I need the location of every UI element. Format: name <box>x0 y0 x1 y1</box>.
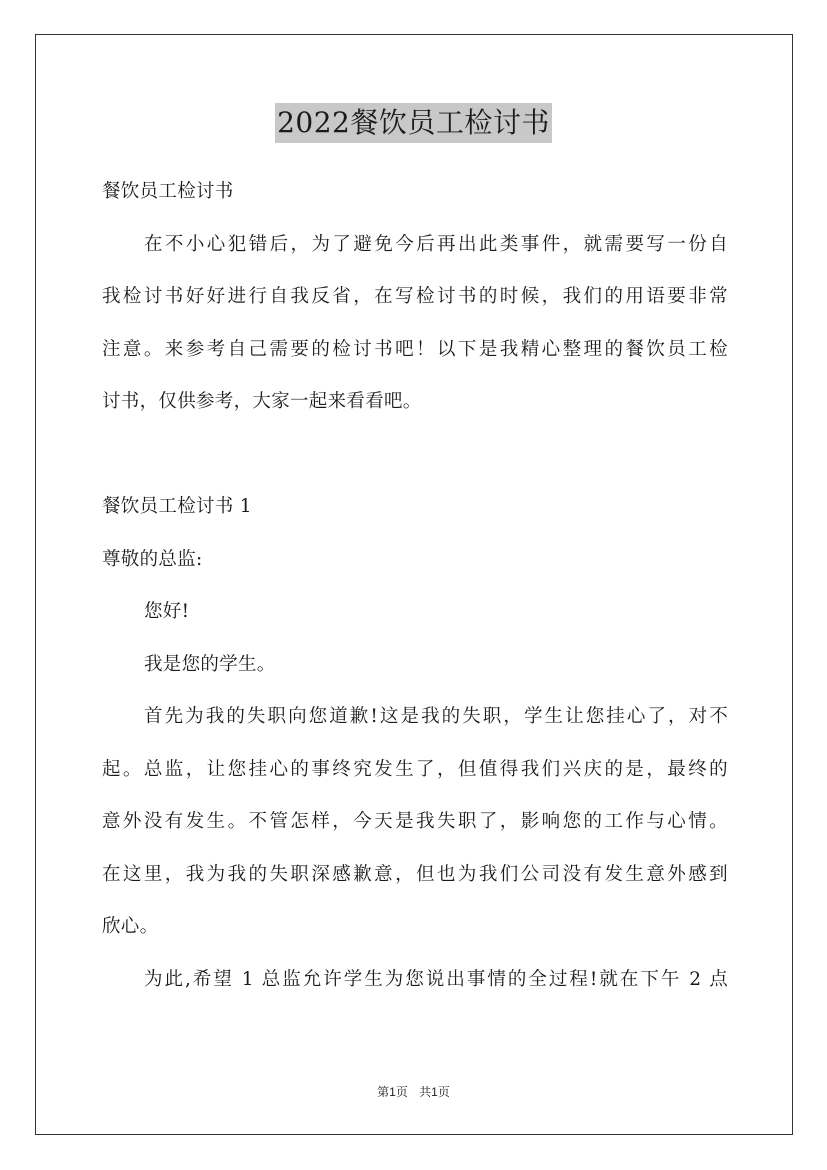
body-last-line: 为此,希望 1 总监允许学生为您说出事情的全过程!就在下午 2 点 <box>144 968 728 990</box>
body-line-2: 起。总监，让您挂心的事终究发生了，但值得我们兴庆的是，最终的 <box>102 758 728 780</box>
body-line-1: 首先为我的失职向您道歉!这是我的失职，学生让您挂心了，对不 <box>144 706 728 727</box>
page-number-current: 第1页 <box>377 1085 408 1099</box>
salutation: 尊敬的总监: <box>102 548 203 570</box>
paragraph-spacer <box>102 435 728 488</box>
self-intro: 我是您的学生。 <box>144 653 276 675</box>
body-line-4: 在这里，我为我的失职深感歉意，但也为我们公司没有发生意外感到 <box>102 863 728 885</box>
intro-line-3: 注意。来参考自己需要的检讨书吧！以下是我精心整理的餐饮员工检 <box>102 338 728 360</box>
document-title: 2022餐饮员工检讨书 <box>275 103 552 143</box>
intro-line-1: 在不小心犯错后，为了避免今后再出此类事件，就需要写一份自 <box>144 233 728 255</box>
section-heading: 餐饮员工检讨书 1 <box>102 496 252 517</box>
intro-line-4: 讨书，仅供参考，大家一起来看看吧。 <box>102 391 422 412</box>
page-footer <box>0 1083 827 1100</box>
body-line-5: 欣心。 <box>102 916 159 937</box>
greeting: 您好! <box>144 601 190 622</box>
document-subtitle: 餐饮员工检讨书 <box>102 181 234 202</box>
page-number-total: 共1页 <box>419 1085 450 1099</box>
intro-line-2: 我检讨书好好进行自我反省，在写检讨书的时候，我们的用语要非常 <box>102 286 728 307</box>
document-body <box>102 172 728 1012</box>
body-line-3: 意外没有发生。不管怎样，今天是我失职了，影响您的工作与心情。 <box>102 811 728 832</box>
document-title-wrap <box>0 103 827 143</box>
